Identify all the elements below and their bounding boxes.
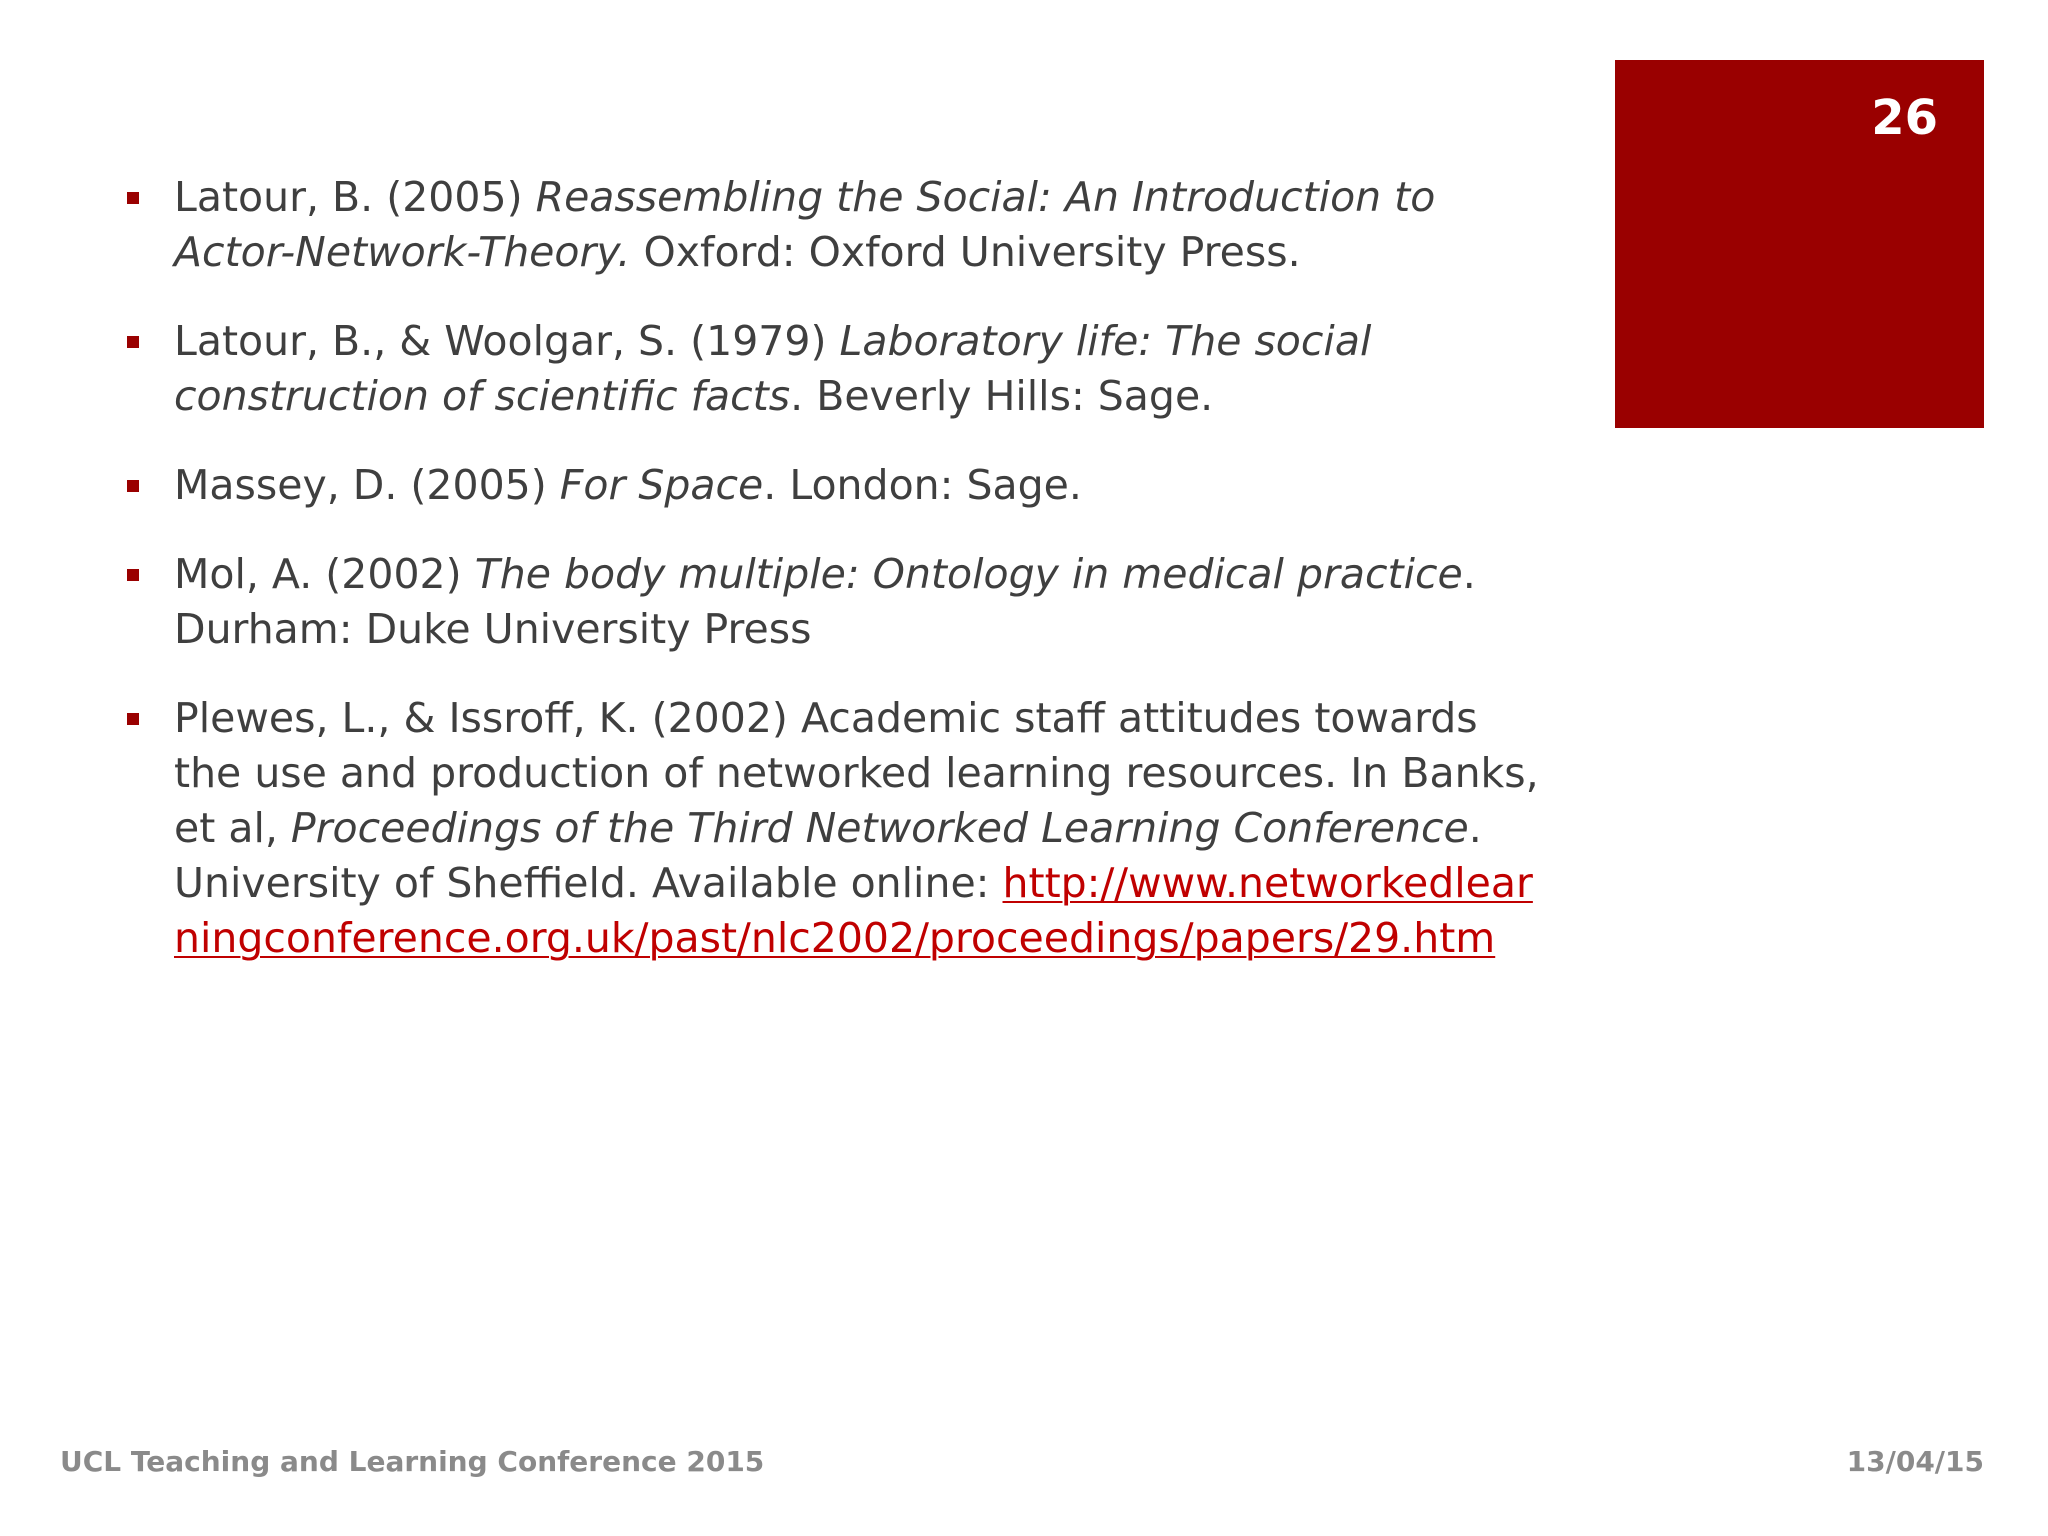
reference-title: For Space bbox=[559, 461, 764, 509]
slide-number-box bbox=[1615, 60, 1984, 428]
reference-link[interactable]: http://www.networkedlearningconference.org.uk/past/nlc2002/proceedings/papers/29.htm bbox=[174, 859, 1533, 962]
reference-publisher: . Durham: Duke University Press bbox=[174, 550, 1476, 653]
reference-item bbox=[124, 314, 1544, 424]
square-bullet-icon bbox=[127, 192, 139, 204]
reference-publisher: . London: Sage. bbox=[763, 461, 1082, 509]
reference-title: Laboratory life: The social construction of scientific facts bbox=[174, 317, 1372, 420]
reference-title: Proceedings of the Third Networked Learning Conference bbox=[290, 804, 1469, 852]
reference-authors: Latour, B. (2005) bbox=[174, 173, 536, 221]
square-bullet-icon bbox=[127, 336, 139, 348]
square-bullet-icon bbox=[127, 713, 139, 725]
slide-number: 26 bbox=[1871, 90, 1938, 146]
reference-item bbox=[124, 547, 1544, 657]
reference-authors: Plewes, L., & Issroff, K. (2002) Academic staff attitudes towards the use and production of networked learning resources. In Banks, et al, bbox=[174, 694, 1539, 852]
reference-item bbox=[124, 170, 1544, 280]
reference-authors: Massey, D. (2005) bbox=[174, 461, 560, 509]
reference-title: Reassembling the Social: An Introduction to Actor-Network-Theory. bbox=[174, 173, 1436, 276]
reference-title: The body multiple: Ontology in medical practice bbox=[474, 550, 1463, 598]
square-bullet-icon bbox=[127, 480, 139, 492]
reference-authors: Latour, B., & Woolgar, S. (1979) bbox=[174, 317, 840, 365]
reference-item bbox=[124, 458, 1544, 513]
reference-authors: Mol, A. (2002) bbox=[174, 550, 475, 598]
reference-list bbox=[124, 170, 1544, 1000]
reference-publisher: . Beverly Hills: Sage. bbox=[790, 372, 1214, 420]
square-bullet-icon bbox=[127, 569, 139, 581]
reference-item bbox=[124, 691, 1544, 966]
footer-date: 13/04/15 bbox=[1846, 1445, 1984, 1478]
reference-publisher: . University of Sheffield. Available online: bbox=[174, 804, 1482, 907]
reference-publisher: Oxford: Oxford University Press. bbox=[630, 228, 1301, 276]
footer-conference-name: UCL Teaching and Learning Conference 2015 bbox=[60, 1445, 765, 1478]
